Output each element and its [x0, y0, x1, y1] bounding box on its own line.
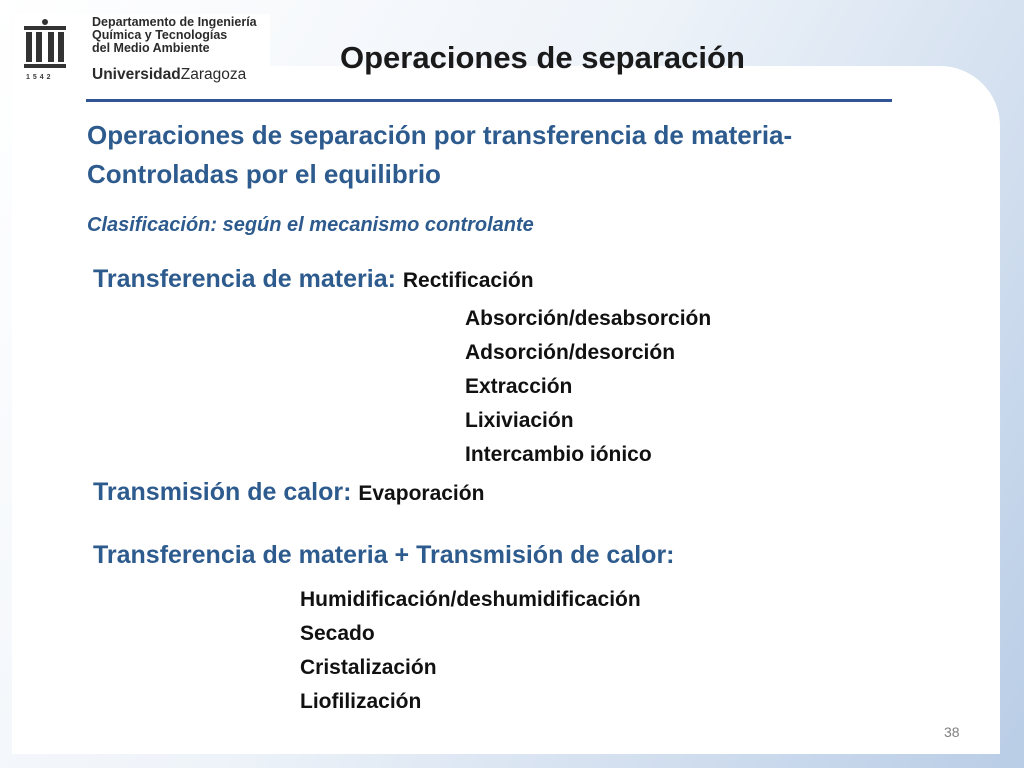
list-item: Cristalización	[300, 656, 437, 679]
university-name	[92, 66, 246, 84]
university-name-rest: Zaragoza	[180, 66, 247, 83]
heading-line-2: Controladas por el equilibrio	[87, 159, 441, 189]
mass-and-heat-transfer-list	[300, 583, 641, 719]
list-item: Extracción	[465, 375, 573, 398]
logo-year: 1542	[26, 74, 54, 81]
category-label: Transmisión de calor:	[93, 478, 352, 506]
mass-transfer-list	[465, 302, 711, 472]
list-item: Secado	[300, 622, 375, 645]
page-number: 38	[944, 724, 960, 740]
category-mass-transfer	[93, 265, 534, 294]
university-logo	[14, 14, 270, 88]
list-item: Intercambio iónico	[465, 443, 652, 466]
heading-line-1: Operaciones de separación por transferencia de materia-	[87, 120, 793, 150]
category-first-item: Evaporación	[358, 482, 485, 505]
category-first-item: Rectificación	[402, 269, 534, 292]
list-item: Humidificación/deshumidificación	[300, 588, 641, 611]
category-heat-transfer	[93, 478, 484, 507]
university-crest-icon	[20, 18, 70, 78]
classification-subtitle: Clasificación: según el mecanismo controlante	[87, 214, 534, 236]
department-name: Departamento de Ingeniería Química y Tecnologías del Medio Ambiente	[92, 15, 257, 55]
list-item: Lixiviación	[465, 409, 574, 432]
category-mass-and-heat-transfer	[93, 541, 675, 570]
list-item: Absorción/desabsorción	[465, 307, 712, 330]
university-name-bold: Universidad	[92, 66, 181, 83]
slide-title: Operaciones de separación	[340, 40, 745, 75]
list-item: Adsorción/desorción	[465, 341, 676, 364]
category-label: Transferencia de materia + Transmisión de calor:	[93, 541, 675, 569]
title-underline	[86, 99, 892, 102]
category-label: Transferencia de materia:	[93, 265, 396, 293]
list-item: Liofilización	[300, 690, 422, 713]
